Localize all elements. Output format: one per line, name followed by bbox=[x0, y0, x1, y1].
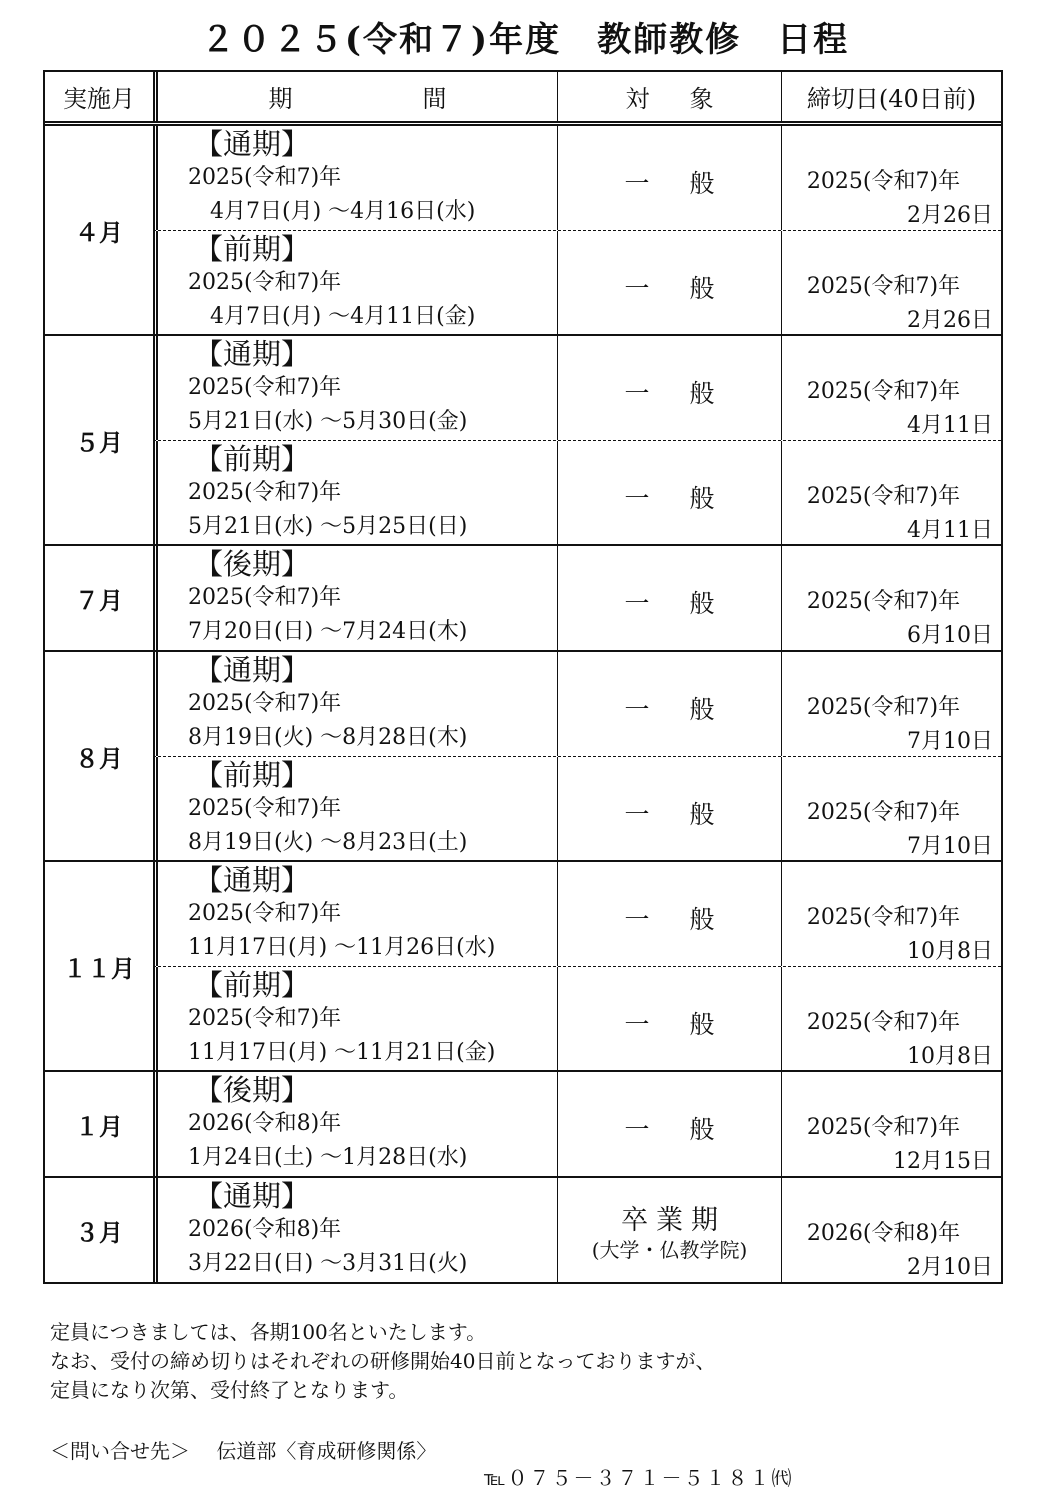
term-label: 【前期】 bbox=[194, 968, 311, 1002]
table-header-row bbox=[45, 72, 1001, 126]
deadline-year: 2025(令和7)年 bbox=[806, 695, 961, 720]
period-cell bbox=[153, 126, 557, 230]
term-label: 【通期】 bbox=[194, 1179, 311, 1213]
deadline-year: 2025(令和7)年 bbox=[806, 589, 961, 614]
term-label: 【通期】 bbox=[194, 653, 311, 687]
target-cell bbox=[557, 336, 781, 440]
target-cell bbox=[557, 652, 781, 756]
session-row bbox=[153, 336, 1001, 440]
deadline-date: 12月15日 bbox=[893, 1149, 993, 1174]
period-cell bbox=[153, 231, 557, 334]
target-cell bbox=[557, 1178, 781, 1282]
header-deadline: 締切日(40日前) bbox=[781, 72, 1001, 121]
period-range: 8月19日(火) ～8月28日(木) bbox=[188, 725, 468, 750]
contact-info: ＜問い合せ先＞ 伝道部〈育成研修関係〉 bbox=[50, 1439, 437, 1463]
month-group bbox=[45, 1176, 1001, 1282]
deadline-year: 2025(令和7)年 bbox=[806, 905, 961, 930]
table-body bbox=[45, 126, 1001, 1282]
period-cell bbox=[153, 546, 557, 650]
deadline-date: 2月10日 bbox=[907, 1255, 993, 1280]
period-range: 5月21日(水) ～5月25日(日) bbox=[188, 514, 468, 539]
period-cell bbox=[153, 1072, 557, 1176]
deadline-year: 2025(令和7)年 bbox=[806, 800, 961, 825]
month-group bbox=[45, 650, 1001, 860]
deadline-date: 7月10日 bbox=[907, 834, 993, 859]
deadline-year: 2025(令和7)年 bbox=[806, 484, 961, 509]
period-range: 4月7日(月) ～4月16日(水) bbox=[188, 199, 476, 224]
deadline-date: 6月10日 bbox=[907, 623, 993, 648]
deadline-cell bbox=[781, 231, 1001, 334]
deadline-year: 2025(令和7)年 bbox=[806, 379, 961, 404]
target-label: 卒業期 bbox=[621, 1205, 726, 1236]
period-range: 4月7日(月) ～4月11日(金) bbox=[188, 304, 476, 329]
notes bbox=[50, 1318, 715, 1405]
term-label: 【後期】 bbox=[194, 1073, 311, 1107]
deadline-date: 10月8日 bbox=[907, 1044, 993, 1069]
period-year: 2025(令和7)年 bbox=[188, 480, 342, 505]
period-year: 2025(令和7)年 bbox=[188, 901, 342, 926]
page-title: ２０２５(令和７)年度 教師教修 日程 bbox=[200, 20, 850, 60]
session-row bbox=[153, 440, 1001, 544]
period-range: 11月17日(月) ～11月26日(水) bbox=[188, 935, 496, 960]
period-range: 3月22日(日) ～3月31日(火) bbox=[188, 1251, 468, 1276]
note-line: なお、受付の締め切りはそれぞれの研修開始40日前となっておりますが、 bbox=[50, 1349, 716, 1373]
deadline-cell bbox=[781, 757, 1001, 860]
deadline-year: 2025(令和7)年 bbox=[806, 274, 961, 299]
target-note: (大学・仏教学院) bbox=[591, 1238, 748, 1262]
period-year: 2025(令和7)年 bbox=[188, 270, 342, 295]
period-year: 2025(令和7)年 bbox=[188, 691, 342, 716]
target-label: 一般 bbox=[624, 169, 755, 198]
term-label: 【前期】 bbox=[194, 758, 311, 792]
month-group bbox=[45, 544, 1001, 650]
month-cell: ４月 bbox=[75, 217, 123, 247]
target-cell bbox=[557, 231, 781, 334]
target-label: 一般 bbox=[624, 1010, 755, 1039]
deadline-year: 2025(令和7)年 bbox=[806, 1010, 961, 1035]
target-cell bbox=[557, 862, 781, 966]
deadline-date: 7月10日 bbox=[907, 729, 993, 754]
note-line: 定員につきましては、各期100名といたします。 bbox=[50, 1320, 487, 1344]
target-cell bbox=[557, 126, 781, 230]
deadline-year: 2025(令和7)年 bbox=[806, 1115, 961, 1140]
target-label: 一般 bbox=[624, 274, 755, 303]
deadline-cell bbox=[781, 336, 1001, 440]
schedule-table bbox=[43, 70, 1003, 1284]
header-target: 対象 bbox=[557, 72, 781, 121]
session-row bbox=[153, 862, 1001, 966]
deadline-year: 2025(令和7)年 bbox=[806, 169, 961, 194]
term-label: 【通期】 bbox=[194, 863, 311, 897]
period-year: 2026(令和8)年 bbox=[188, 1111, 342, 1136]
period-year: 2025(令和7)年 bbox=[188, 375, 342, 400]
term-label: 【後期】 bbox=[194, 547, 311, 581]
session-row bbox=[153, 756, 1001, 860]
period-range: 1月24日(土) ～1月28日(水) bbox=[188, 1145, 468, 1170]
session-row bbox=[153, 652, 1001, 756]
month-cell: ７月 bbox=[75, 585, 123, 615]
target-cell bbox=[557, 441, 781, 544]
target-label: 一般 bbox=[624, 800, 755, 829]
header-period: 期間 bbox=[153, 72, 557, 121]
period-range: 5月21日(水) ～5月30日(金) bbox=[188, 409, 468, 434]
target-label: 一般 bbox=[624, 1115, 755, 1144]
deadline-cell bbox=[781, 862, 1001, 966]
target-cell bbox=[557, 967, 781, 1070]
deadline-date: 10月8日 bbox=[907, 939, 993, 964]
session-row bbox=[153, 546, 1001, 650]
deadline-date: 2月26日 bbox=[907, 308, 993, 333]
session-row bbox=[153, 1178, 1001, 1282]
month-cell: １月 bbox=[75, 1111, 123, 1141]
deadline-cell bbox=[781, 546, 1001, 650]
header-month: 実施月 bbox=[63, 85, 135, 113]
target-label: 一般 bbox=[624, 484, 755, 513]
deadline-cell bbox=[781, 652, 1001, 756]
month-group bbox=[45, 860, 1001, 1070]
target-label: 一般 bbox=[624, 379, 755, 408]
period-cell bbox=[153, 1178, 557, 1282]
deadline-date: 4月11日 bbox=[907, 518, 993, 543]
period-year: 2025(令和7)年 bbox=[188, 585, 342, 610]
period-cell bbox=[153, 757, 557, 860]
month-group bbox=[45, 334, 1001, 544]
deadline-date: 4月11日 bbox=[907, 413, 993, 438]
phone-number: ℡０７５－３７１－５１８１㈹ bbox=[484, 1466, 794, 1490]
term-label: 【通期】 bbox=[194, 127, 311, 161]
deadline-cell bbox=[781, 441, 1001, 544]
target-label: 一般 bbox=[624, 905, 755, 934]
period-range: 11月17日(月) ～11月21日(金) bbox=[188, 1040, 496, 1065]
session-row bbox=[153, 1072, 1001, 1176]
period-cell bbox=[153, 652, 557, 756]
month-group bbox=[45, 126, 1001, 334]
target-cell bbox=[557, 546, 781, 650]
term-label: 【前期】 bbox=[194, 442, 311, 476]
deadline-cell bbox=[781, 1072, 1001, 1176]
deadline-cell bbox=[781, 126, 1001, 230]
period-year: 2025(令和7)年 bbox=[188, 796, 342, 821]
period-range: 7月20日(日) ～7月24日(木) bbox=[188, 619, 468, 644]
target-cell bbox=[557, 1072, 781, 1176]
month-cell: ３月 bbox=[75, 1217, 123, 1247]
month-cell: ５月 bbox=[75, 427, 123, 457]
month-cell: １１月 bbox=[63, 953, 135, 983]
note-line: 定員になり次第、受付終了となります。 bbox=[50, 1378, 409, 1402]
period-year: 2025(令和7)年 bbox=[188, 1006, 342, 1031]
period-cell bbox=[153, 967, 557, 1070]
period-cell bbox=[153, 862, 557, 966]
deadline-cell bbox=[781, 1178, 1001, 1282]
term-label: 【前期】 bbox=[194, 232, 311, 266]
session-row bbox=[153, 126, 1001, 230]
period-range: 8月19日(火) ～8月23日(土) bbox=[188, 830, 468, 855]
period-year: 2026(令和8)年 bbox=[188, 1217, 342, 1242]
month-group bbox=[45, 1070, 1001, 1176]
deadline-year: 2026(令和8)年 bbox=[806, 1221, 961, 1246]
month-cell: ８月 bbox=[75, 743, 123, 773]
deadline-cell bbox=[781, 967, 1001, 1070]
period-cell bbox=[153, 441, 557, 544]
period-year: 2025(令和7)年 bbox=[188, 165, 342, 190]
session-row bbox=[153, 230, 1001, 334]
term-label: 【通期】 bbox=[194, 337, 311, 371]
deadline-date: 2月26日 bbox=[907, 203, 993, 228]
target-cell bbox=[557, 757, 781, 860]
period-cell bbox=[153, 336, 557, 440]
session-row bbox=[153, 966, 1001, 1070]
target-label: 一般 bbox=[624, 589, 755, 618]
target-label: 一般 bbox=[624, 695, 755, 724]
